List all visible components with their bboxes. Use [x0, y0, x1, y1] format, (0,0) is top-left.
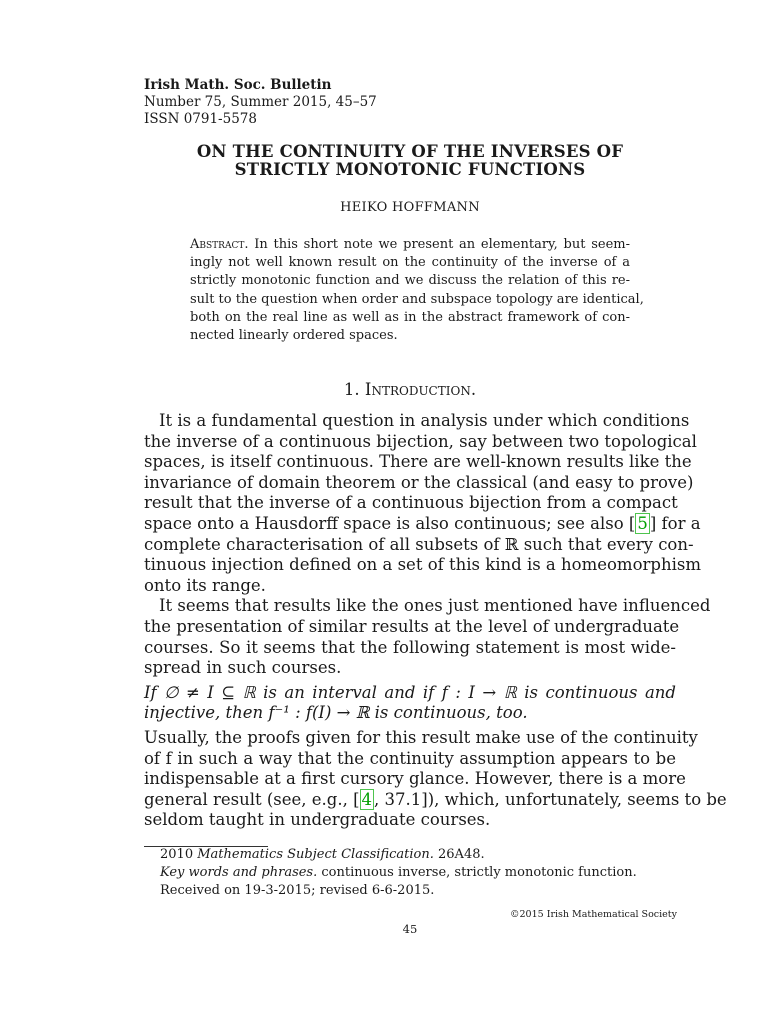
author-name: HEIKO HOFFMANN [340, 200, 480, 215]
page-number: 45 [402, 922, 418, 936]
journal-name: Irish Math. Soc. Bulletin [144, 77, 332, 93]
msc-year: 2010 [160, 847, 194, 862]
abstract-line: sult to the question when order and subspace topology are identical, [190, 291, 644, 307]
keywords-footnote [160, 864, 637, 882]
abstract-line: nected linearly ordered spaces. [190, 328, 398, 344]
body-text-segment: general result (see, e.g., [ [144, 789, 360, 809]
body-line: complete characterisation of all subsets of ℝ such that every con- [144, 534, 694, 554]
body-line: spread in such courses. [144, 658, 342, 678]
msc-label: Mathematics Subject Classification. [197, 847, 434, 862]
msc-code: 26A48. [438, 847, 485, 862]
section-number: 1. [343, 380, 360, 399]
body-text [144, 411, 727, 831]
abstract [190, 236, 644, 345]
citation-number[interactable]: 5 [637, 513, 648, 533]
received-footnote: Received on 19-3-2015; revised 6-6-2015. [160, 882, 435, 898]
body-line: courses. So it seems that the following statement is most wide- [144, 637, 676, 657]
abstract-line: strictly monotonic function and we discuss the relation of this re- [190, 273, 630, 289]
body-line: Usually, the proofs given for this result make use of the continuity [144, 727, 698, 747]
abstract-label: Abstract. [190, 237, 249, 252]
journal-issn: ISSN 0791-5578 [144, 111, 257, 127]
abstract-line: ingly not well known result on the continuity of the inverse of a [190, 255, 630, 271]
body-line [144, 789, 727, 811]
body-text-segment: , 37.1]), which, unfortunately, seems to be [374, 789, 727, 809]
section-heading [0, 380, 768, 399]
body-line: spaces, is itself continuous. There are well-known results like the [144, 452, 692, 472]
body-line: seldom taught in undergraduate courses. [144, 810, 491, 830]
paper-title-line-2: STRICTLY MONOTONIC FUNCTIONS [234, 160, 586, 179]
paper-title-line-1: ON THE CONTINUITY OF THE INVERSES OF [196, 142, 624, 161]
section-title: Introduction. [364, 380, 477, 399]
body-line: tinuous injection defined on a set of this kind is a homeomorphism [144, 555, 701, 575]
journal-issue: Number 75, Summer 2015, 45–57 [144, 94, 377, 110]
body-line: of f in such a way that the continuity assumption appears to be [144, 748, 676, 768]
body-line: the presentation of similar results at the level of undergraduate [144, 616, 680, 636]
paper-title [0, 143, 768, 179]
citation-link-4[interactable]: 4 [361, 789, 373, 809]
body-line: indispensable at a first cursory glance. However, there is a more [144, 769, 686, 789]
footnotes [160, 846, 637, 899]
body-line: onto its range. [144, 575, 266, 595]
body-line: It is a fundamental question in analysis under which conditions [159, 411, 690, 430]
keywords-label: Key words and phrases. [160, 864, 318, 880]
body-line: the inverse of a continuous bijection, say between two topological [144, 431, 697, 451]
copyright-notice: ©2015 Irish Mathematical Society [510, 909, 677, 920]
abstract-line: In this short note we present an elementary, but seem- [254, 237, 630, 252]
abstract-line: both on the real line as well as in the abstract framework of con- [190, 309, 630, 325]
statement-line: injective, then f⁻¹ : f(I) → ℝ is continuous, too. [144, 703, 528, 723]
body-line [144, 513, 701, 535]
body-line: It seems that results like the ones just mentioned have influenced [159, 596, 711, 616]
statement-line: If ∅ ≠ I ⊆ ℝ is an interval and if f : I → ℝ is continuous and [144, 682, 676, 702]
body-text-segment: for a [661, 513, 701, 533]
msc-footnote [160, 846, 637, 864]
body-line: result that the inverse of a continuous bijection from a compact [144, 493, 678, 513]
body-text-segment: space onto a Hausdorff space is also continuous; see also [144, 513, 624, 533]
citation-link-5[interactable]: [ 5 ] [628, 513, 657, 533]
keywords: continuous inverse, strictly monotonic function. [321, 864, 637, 880]
body-line: invariance of domain theorem or the classical (and easy to prove) [144, 472, 694, 492]
journal-masthead [144, 77, 377, 128]
